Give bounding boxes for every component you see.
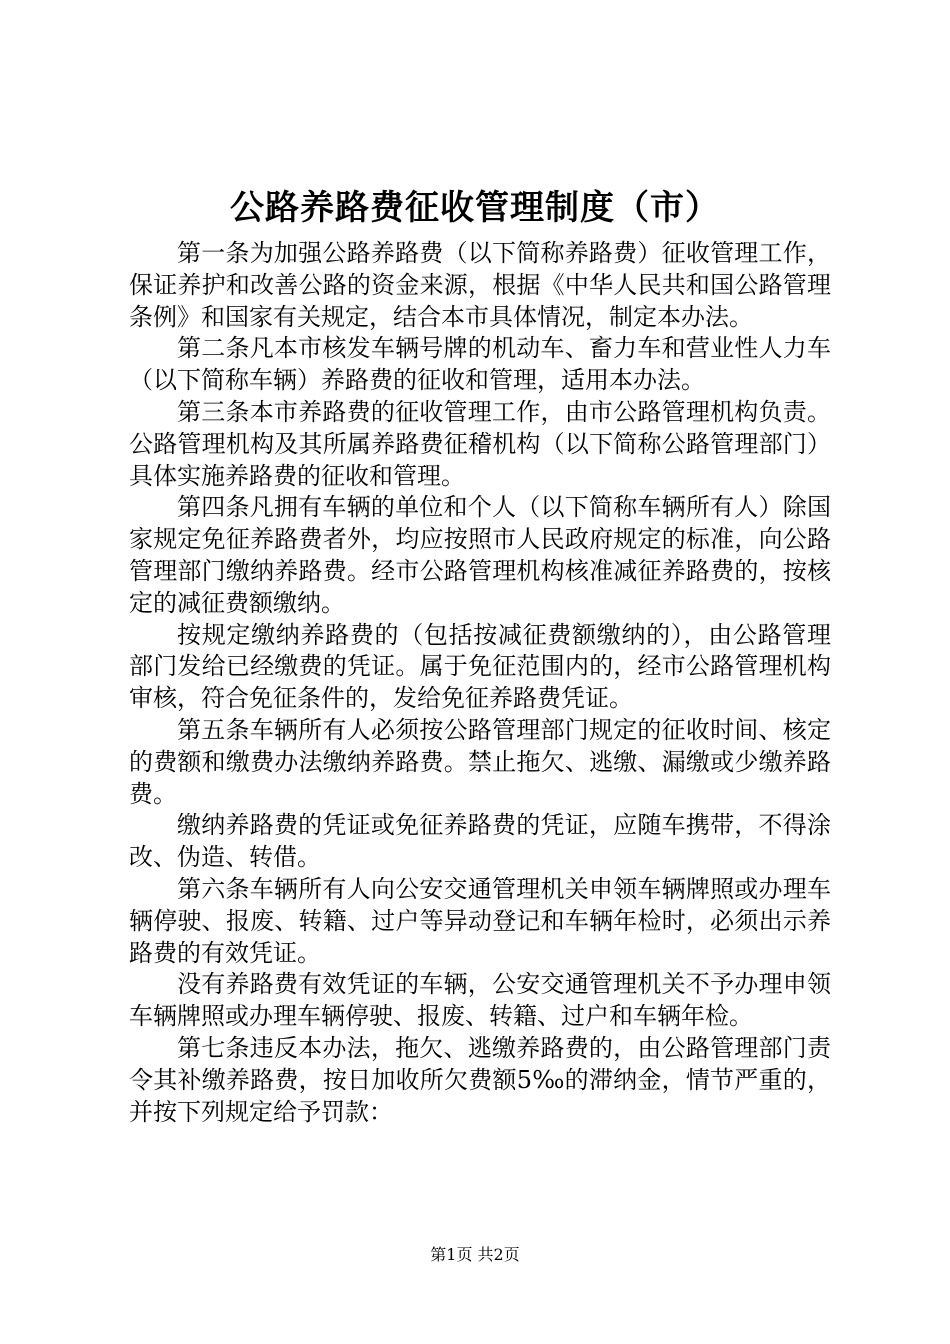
paragraph-article-4: 第四条凡拥有车辆的单位和个人（以下简称车辆所有人）除国家规定免征养路费者外，均应按照市人民政府规定的标准，向公路管理部门缴纳养路费。经市公路管理机构核准减征养路费的，按核定的减征费额缴纳。 <box>129 493 831 617</box>
paragraph-article-1: 第一条为加强公路养路费（以下简称养路费）征收管理工作，保证养护和改善公路的资金来源，根据《中华人民共和国公路管理条例》和国家有关规定，结合本市具体情况，制定本办法。 <box>129 239 831 331</box>
page-footer: 第1页 共2页 <box>430 1245 520 1264</box>
document-title: 公路养路费征收管理制度（市） <box>230 188 720 228</box>
paragraph-article-5: 第五条车辆所有人必须按公路管理部门规定的征收时间、核定的费额和缴费办法缴纳养路费。禁止拖欠、逃缴、漏缴或少缴养路费。 <box>129 715 831 808</box>
paragraph-article-5-voucher-carry: 缴纳养路费的凭证或免征养路费的凭证，应随车携带，不得涂改、伪造、转借。 <box>129 811 831 872</box>
paragraph-article-6: 第六条车辆所有人向公安交通管理机关申领车辆牌照或办理车辆停驶、报废、转籍、过户等异动登记和车辆年检时，必须出示养路费的有效凭证。 <box>129 874 831 967</box>
paragraph-article-4-payment-voucher: 按规定缴纳养路费的（包括按减征费额缴纳的），由公路管理部门发给已经缴费的凭证。属于免征范围内的，经市公路管理机构审核，符合免征条件的，发给免征养路费凭证。 <box>129 620 831 713</box>
paragraph-article-6-no-voucher: 没有养路费有效凭证的车辆，公安交通管理机关不予办理申领车辆牌照或办理车辆停驶、报废、转籍、过户和车辆年检。 <box>129 970 831 1031</box>
document-body <box>129 238 831 1128</box>
paragraph-article-7: 第七条违反本办法，拖欠、逃缴养路费的，由公路管理部门责令其补缴养路费，按日加收所欠费额5‰的滞纳金，情节严重的，并按下列规定给予罚款： <box>129 1033 831 1126</box>
paragraph-article-3: 第三条本市养路费的征收管理工作，由市公路管理机构负责。公路管理机构及其所属养路费征稽机构（以下简称公路管理部门）具体实施养路费的征收和管理。 <box>129 397 831 490</box>
paragraph-article-2: 第二条凡本市核发车辆号牌的机动车、畜力车和营业性人力车（以下简称车辆）养路费的征收和管理，适用本办法。 <box>129 334 831 395</box>
